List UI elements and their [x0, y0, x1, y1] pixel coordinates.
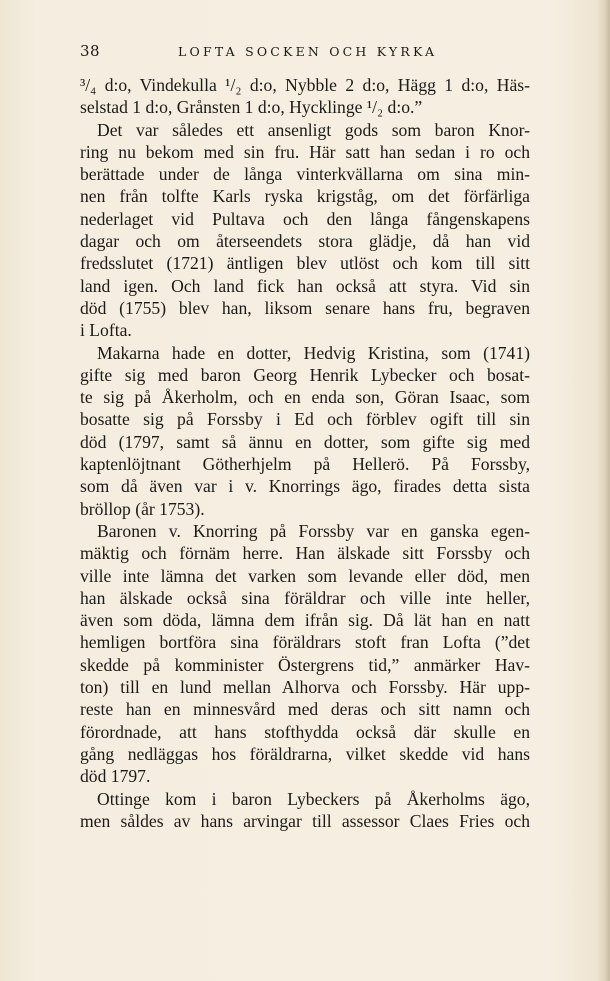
text-line: selstad 1 d:o, Grånsten 1 d:o, Hycklinge ¹/₂ d:o.”	[80, 97, 423, 118]
text-line: mäktig och förnäm herre. Han älskade sitt Forssby och	[80, 543, 530, 564]
text-line: kaptenlöjtnant Götherhjelm på Hellerö. På Forssby,	[80, 454, 530, 475]
text-line: bröllop (år 1753).	[80, 498, 205, 519]
text-line: nen från tolfte Karls ryska krigståg, om det förfärliga	[80, 186, 530, 207]
running-head: LOFTA SOCKEN OCH KYRKA	[178, 44, 438, 59]
text-line: Makarna hade en dotter, Hedvig Kristina, som (1741)	[97, 342, 530, 363]
text-line: död (1755) blev han, liksom senare hans fru, begraven	[80, 297, 530, 318]
text-line: fredsslutet (1721) äntligen blev utlöst och kom till sitt	[80, 253, 530, 274]
text-line: som då även var i v. Knorrings ägo, firades detta sista	[80, 476, 530, 497]
text-line: dagar och om återseendets stora glädje, då han vid	[80, 231, 530, 252]
text-line: Baronen v. Knorring på Forssby var en ganska egen-	[97, 520, 530, 541]
text-line: i Lofta.	[80, 320, 132, 341]
text-line: död 1797.	[80, 766, 151, 787]
text-line: hemligen bortföra sina föräldrars stoft fran Lofta (”det	[80, 632, 530, 653]
text-line: han älskade också sina föräldrar och ville inte heller,	[80, 587, 530, 608]
text-line: reste han en minnesvård med deras och sitt namn och	[80, 699, 530, 720]
text-line: ring nu bekom med sin fru. Här satt han sedan i ro och	[80, 141, 530, 162]
text-line: skedde på komminister Östergrens tid,” anmärker Hav-	[80, 654, 530, 675]
text-line: död (1797, samt så ännu en dotter, som gifte sig med	[80, 431, 530, 452]
text-line: men såldes av hans arvingar till assessor Claes Fries och	[80, 810, 530, 831]
text-line: ville inte lämna det varken som levande eller död, men	[80, 565, 530, 586]
text-line: gång nedläggas hos föräldrarna, vilket skedde vid hans	[80, 743, 530, 764]
text-line: berättade under de långa vinterkvällarna om sina min-	[80, 164, 530, 185]
text-line: ton) till en lund mellan Alhorva och Forssby. Här upp-	[80, 677, 530, 698]
page-edge-shadow	[596, 0, 610, 981]
page-number: 38	[80, 42, 101, 60]
text-line: nederlaget vid Pultava och den långa fångenskapens	[80, 208, 530, 229]
body-text	[80, 74, 530, 832]
text-line: land igen. Och land fick han också att styra. Vid sin	[80, 275, 530, 296]
text-line: Det var således ett ansenligt gods som baron Knor-	[97, 119, 530, 140]
text-line: Ottinge kom i baron Lybeckers på Åkerholms ägo,	[97, 788, 530, 809]
text-line: förordnade, att hans stofthydda också där skulle en	[80, 721, 530, 742]
text-line: te sig på Åkerholm, och en enda son, Göran Isaac, som	[80, 387, 530, 408]
page-header	[80, 42, 530, 64]
text-line: gifte sig med baron Georg Henrik Lybecker och bosat-	[80, 364, 530, 385]
text-line: bosatte sig på Forssby i Ed och förblev ogift till sin	[80, 409, 530, 430]
text-line: även som döda, lämna dem ifrån sig. Då lät han en natt	[80, 610, 530, 631]
text-line: ³/₄ d:o, Vindekulla ¹/₂ d:o, Nybble 2 d:o, Hägg 1 d:o, Häs-	[80, 75, 530, 95]
